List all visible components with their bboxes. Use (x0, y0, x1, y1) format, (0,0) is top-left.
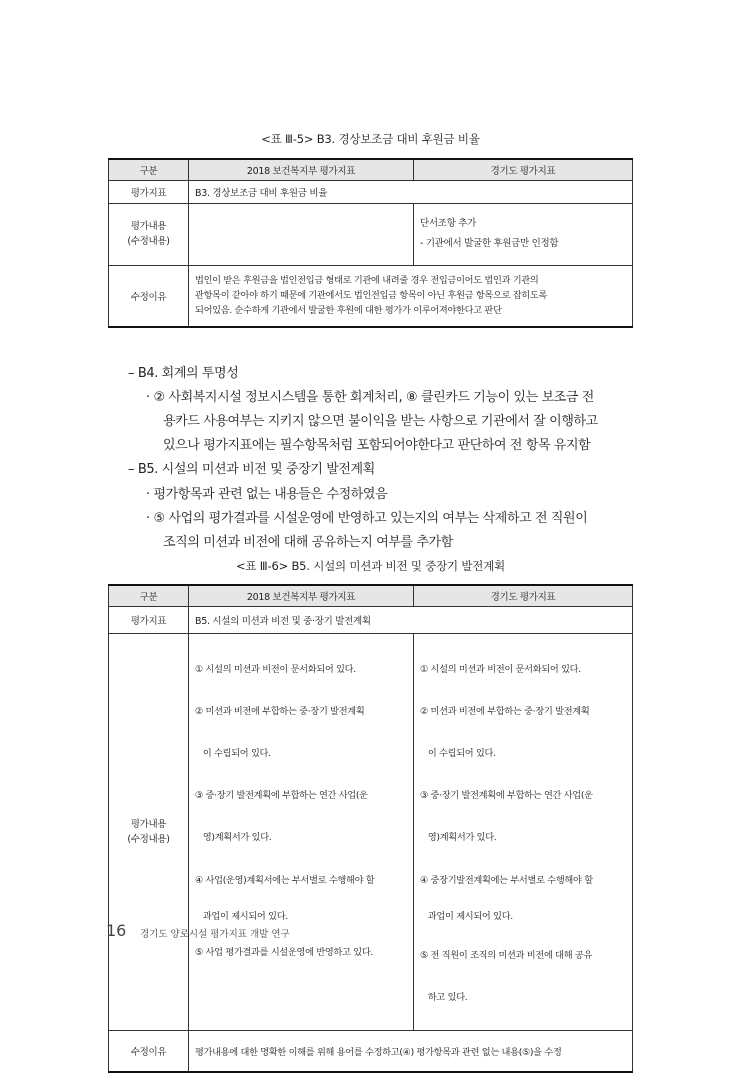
table2-content-ministry (189, 633, 414, 1030)
b5-bullet2-line2: 조직의 미션과 비전에 대해 공유하는지 여부를 추가함 (163, 535, 453, 550)
table2-label-content-line1: 평가내용 (130, 818, 167, 830)
b5-bullet1: · 평가항목과 관련 없는 내용들은 수정하였음 (146, 487, 388, 502)
table2-label-content-line2: (수정내용) (127, 833, 170, 845)
gyeonggi-item-4: ④ 중장기발전계획에는 부서별로 수행해야 할 (420, 874, 593, 886)
table2-caption: <표 Ⅲ-6> B5. 시설의 미션과 비전 및 중장기 발전계획 (235, 559, 506, 573)
ministry-item-2-cont: 이 수립되어 있다. (195, 747, 271, 759)
table1-reason-value (189, 265, 633, 327)
table1-row-indicator (109, 180, 633, 203)
table1-label-indicator: 평가지표 (109, 180, 189, 203)
table2-label-reason: 수정이유 (109, 1030, 189, 1072)
table2-header-row (109, 585, 633, 606)
table2-indicator-value: B5. 시설의 미션과 비전 및 중‧장기 발전계획 (189, 606, 633, 633)
page-number: 16 (106, 921, 127, 940)
footer-title: 경기도 양로시설 평가지표 개발 연구 (140, 929, 290, 940)
table1-label-content (109, 203, 189, 265)
table1-content-gyeonggi (414, 203, 633, 265)
table2-label-content (109, 633, 189, 1030)
gyeonggi-item-2-cont: 이 수립되어 있다. (420, 747, 496, 759)
table1-reason-line1: 법인이 받은 후원금을 법인전입금 형태로 기관에 내려줄 경우 전입금이어도 법인과 기관의 (195, 275, 539, 287)
gyeonggi-item-3: ③ 중‧장기 발전계획에 부합하는 연간 사업(운 (420, 789, 593, 801)
heading-b5: – B5. 시설의 미션과 비전 및 중장기 발전계획 (128, 462, 375, 477)
ministry-item-2: ② 미션과 비전에 부합하는 중‧장기 발전계획 (195, 705, 365, 717)
table2-header-category: 구분 (109, 585, 189, 606)
table2-row-reason (109, 1030, 633, 1072)
table2-row-indicator (109, 606, 633, 633)
b4-bullet-line2: 용카드 사용여부는 지키지 않으면 불이익을 받는 사항으로 기관에서 잘 이행하고 (163, 414, 598, 429)
table2-label-indicator: 평가지표 (109, 606, 189, 633)
table1-header-gyeonggi: 경기도 평가지표 (414, 159, 633, 180)
table2-header-gyeonggi: 경기도 평가지표 (414, 585, 633, 606)
table1-label-content-line2: (수정내용) (127, 236, 170, 247)
gyeonggi-item-1: ① 시설의 미션과 비전이 문서화되어 있다. (420, 663, 581, 675)
table1-reason-line3: 되어있음. 순수하게 기관에서 발굴한 후원에 대한 평가가 이루어져야한다고 판단 (195, 305, 502, 317)
table2-header-ministry: 2018 보건복지부 평가지표 (189, 585, 414, 606)
gyeonggi-item-5-cont: 하고 있다. (420, 991, 468, 1003)
b4-bullet-line3: 있으나 평가지표에는 필수항목처럼 포함되어야한다고 판단하여 전 항목 유지함 (163, 438, 591, 453)
table1-row-reason (109, 265, 633, 327)
gyeonggi-item-2: ② 미션과 비전에 부합하는 중‧장기 발전계획 (420, 705, 590, 717)
table1-indicator-value: B3. 경상보조금 대비 후원금 비율 (189, 180, 633, 203)
table1-row-content (109, 203, 633, 265)
table1-label-content-line1: 평가내용 (130, 221, 167, 232)
table2-content-gyeonggi (414, 633, 633, 1030)
table1-reason-line2: 관항목이 같아야 하기 때문에 기관에서도 법인전입금 항목이 아닌 후원금 항목으로 잡히도록 (195, 290, 548, 302)
ministry-item-5: ⑤ 사업 평가결과를 시설운영에 반영하고 있다. (195, 946, 374, 958)
table2-reason-value: 평가내용에 대한 명확한 이해를 위해 용어를 수정하고(④) 평가항목과 관련 없는 내용(⑤)을 수정 (189, 1030, 633, 1072)
gyeonggi-item-5: ⑤ 전 직원이 조직의 미션과 비전에 대해 공유 (420, 949, 593, 961)
table2-row-content (109, 633, 633, 1030)
table1-caption: <표 Ⅲ-5> B3. 경상보조금 대비 후원금 비율 (261, 132, 480, 146)
table1-label-reason: 수정이유 (109, 265, 189, 327)
table1-header-ministry: 2018 보건복지부 평가지표 (189, 159, 414, 180)
gyeonggi-item-4-cont: 과업이 제시되어 있다. (420, 910, 513, 922)
table1-header-row (109, 159, 633, 180)
ministry-item-4-cont: 과업이 제시되어 있다. (195, 910, 288, 922)
b4-bullet-line1: · ② 사회복지시설 정보시스템을 통한 회계처리, ⑧ 클린카드 기능이 있는 보조금 전 (146, 390, 594, 405)
ministry-item-4: ④ 사업(운영)계획서에는 부서별로 수행해야 할 (195, 874, 375, 886)
table1 (108, 158, 633, 328)
gyeonggi-item-3-cont: 영)계획서가 있다. (420, 831, 497, 843)
heading-b4: – B4. 회계의 투명성 (128, 366, 239, 381)
table2 (108, 584, 633, 1073)
ministry-item-3: ③ 중‧장기 발전계획에 부합하는 연간 사업(운 (195, 789, 368, 801)
table1-content-gyeonggi-line2: - 기관에서 발굴한 후원금만 인정함 (420, 238, 559, 249)
ministry-item-1: ① 시설의 미션과 비전이 문서화되어 있다. (195, 663, 356, 675)
table1-header-category: 구분 (109, 159, 189, 180)
b5-bullet2-line1: · ⑤ 사업의 평가결과를 시설운영에 반영하고 있는지의 여부는 삭제하고 전 직원이 (146, 511, 588, 526)
table1-content-gyeonggi-line1: 단서조항 추가 (420, 218, 476, 229)
ministry-item-3-cont: 영)계획서가 있다. (195, 831, 272, 843)
table1-content-ministry (189, 203, 414, 265)
